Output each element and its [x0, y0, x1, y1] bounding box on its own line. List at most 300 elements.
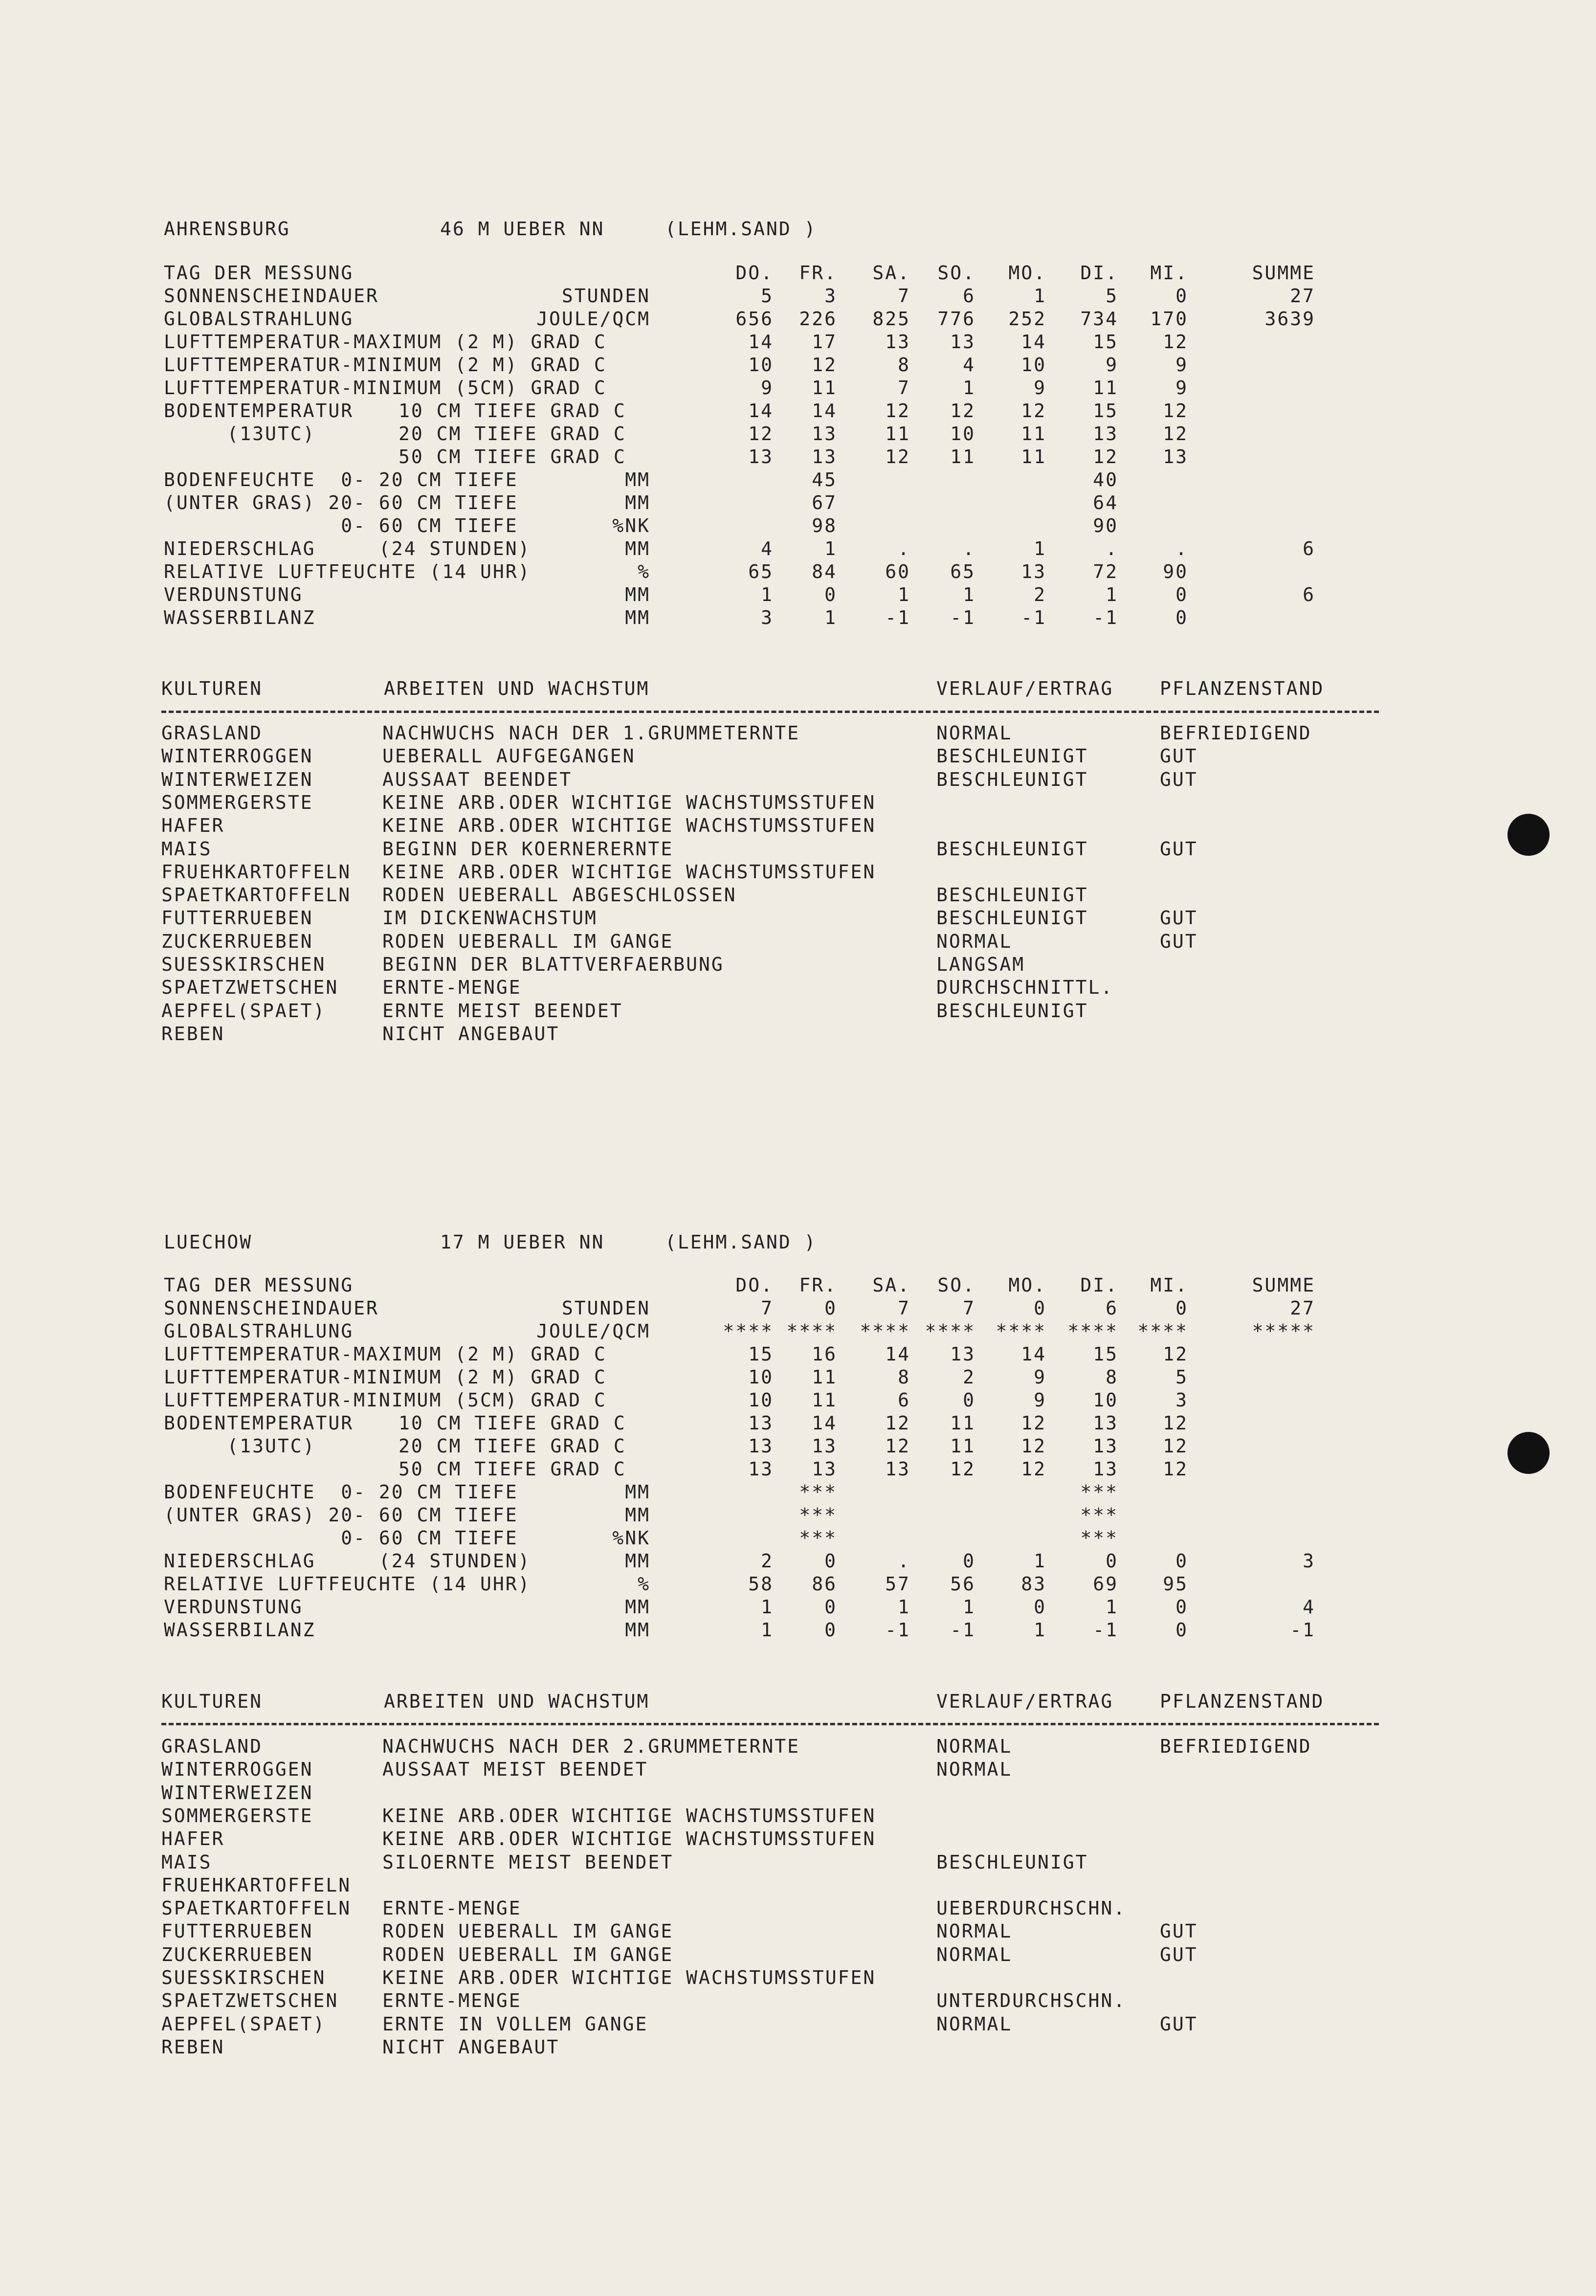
crop-row: [0, 1022, 1596, 1046]
weather-unit: MM: [625, 469, 650, 490]
weather-sum: -1: [1290, 1619, 1315, 1641]
weather-value: 12: [885, 1412, 910, 1434]
crop-work: AUSSAAT MEIST BEENDET: [382, 1759, 648, 1780]
weather-value: -1: [950, 607, 975, 628]
weather-unit: MM: [625, 1481, 650, 1503]
weather-row: [0, 1434, 1596, 1458]
crop-row: [0, 2035, 1596, 2059]
crop-row: [0, 930, 1596, 953]
crop-header-pflanzenstand: PFLANZENSTAND: [1160, 1691, 1325, 1712]
crop-name: HAFER: [161, 1828, 225, 1850]
weather-label: BODENTEMPERATUR: [164, 400, 354, 422]
crop-course: NORMAL: [936, 931, 1013, 952]
crop-name: MAIS: [161, 838, 212, 860]
weather-value: 60: [885, 561, 910, 582]
weather-sum: 27: [1290, 285, 1315, 307]
station-soil: (LEHM.SAND ): [665, 1231, 817, 1253]
weather-value: 11: [1021, 423, 1046, 445]
weather-value: 98: [812, 515, 837, 536]
weather-row: [0, 307, 1596, 331]
weather-value: 14: [1021, 1343, 1046, 1365]
weather-value: 13: [1021, 561, 1046, 582]
weather-value: 1: [1106, 584, 1118, 605]
weather-value: 13: [950, 331, 975, 353]
crop-work: KEINE ARB.ODER WICHTIGE WACHSTUMSSTUFEN: [382, 815, 876, 836]
crop-name: SPAETKARTOFFELN: [161, 1897, 352, 1919]
weather-row: [0, 606, 1596, 629]
crop-header-kulturen: KULTUREN: [161, 1691, 263, 1712]
crop-name: FRUEHKARTOFFELN: [161, 1874, 352, 1896]
weather-label: LUFTTEMPERATUR-MAXIMUM (2 M) GRAD C: [164, 331, 607, 353]
station-name: AHRENSBURG: [164, 218, 290, 240]
weather-value: 11: [1021, 446, 1046, 468]
weather-value: 10: [1093, 1389, 1118, 1411]
crop-state: GUT: [1160, 745, 1198, 767]
weather-label: TAG DER MESSUNG: [164, 1274, 354, 1296]
weather-value: 1: [898, 1596, 910, 1618]
crop-name: AEPFEL(SPAET): [161, 1000, 326, 1022]
weather-value: 1: [761, 1619, 774, 1641]
crop-row: [0, 768, 1596, 791]
weather-unit: MM: [625, 1550, 650, 1572]
crop-course: NORMAL: [936, 1920, 1013, 1942]
crop-row: [0, 1896, 1596, 1920]
weather-unit: STUNDEN: [561, 285, 650, 307]
weather-value: 0: [824, 584, 837, 605]
weather-value: 1: [1034, 285, 1046, 307]
weather-value: 9: [1034, 377, 1046, 399]
weather-value: 13: [1093, 423, 1118, 445]
weather-value: 12: [748, 423, 774, 445]
crop-name: MAIS: [161, 1851, 212, 1873]
weather-value: 0: [1034, 1297, 1046, 1319]
crop-header-arbeiten: ARBEITEN UND WACHSTUM: [384, 1691, 650, 1712]
weather-value: 1: [1034, 1550, 1046, 1572]
weather-label: SONNENSCHEINDAUER: [164, 285, 379, 307]
weather-value: FR.: [799, 262, 837, 284]
weather-value: 4: [963, 354, 975, 376]
crop-course: UNTERDURCHSCHN.: [936, 1990, 1127, 2011]
weather-value: 12: [1021, 1458, 1046, 1480]
weather-label: GLOBALSTRAHLUNG: [164, 308, 354, 330]
weather-value: 72: [1093, 561, 1118, 582]
weather-row: [0, 330, 1596, 354]
weather-label: BODENFEUCHTE 0- 20 CM TIEFE: [164, 469, 518, 490]
crop-name: GRASLAND: [161, 722, 263, 744]
weather-value: 12: [950, 400, 975, 422]
crop-row: [0, 1827, 1596, 1850]
crop-name: REBEN: [161, 1023, 225, 1045]
weather-sublabel: 50 CM TIEFE GRAD C: [399, 1458, 626, 1480]
crop-state: GUT: [1160, 769, 1198, 790]
weather-value: 6: [963, 285, 975, 307]
weather-value: DO.: [735, 1274, 774, 1296]
crop-row: [0, 1735, 1596, 1758]
weather-value: 1: [824, 607, 837, 628]
weather-value: ***: [799, 1481, 837, 1503]
crop-work: NACHWUCHS NACH DER 1.GRUMMETERNTE: [382, 722, 800, 744]
weather-row: [0, 491, 1596, 514]
weather-value: 57: [885, 1573, 910, 1595]
weather-value: ***: [1080, 1527, 1118, 1549]
weather-value: 0: [1034, 1596, 1046, 1618]
weather-value: 0: [824, 1550, 837, 1572]
weather-value: 13: [812, 1458, 837, 1480]
weather-sublabel: 10 CM TIEFE GRAD C: [399, 400, 626, 422]
crop-row: [0, 1919, 1596, 1943]
weather-value: 13: [812, 423, 837, 445]
weather-label: (13UTC): [164, 1435, 316, 1457]
weather-value: 0: [1175, 607, 1188, 628]
weather-value: 0: [1175, 1596, 1188, 1618]
crop-row: [0, 1804, 1596, 1828]
crop-row: [0, 791, 1596, 814]
weather-value: 11: [950, 446, 975, 468]
crop-work: KEINE ARB.ODER WICHTIGE WACHSTUMSSTUFEN: [382, 861, 876, 883]
weather-sum: 3: [1303, 1550, 1315, 1572]
weather-label: RELATIVE LUFTFEUCHTE (14 UHR): [164, 561, 531, 582]
weather-label: LUFTTEMPERATUR-MINIMUM (2 M) GRAD C: [164, 1366, 607, 1388]
weather-value: .: [963, 538, 975, 559]
crop-name: SOMMERGERSTE: [161, 1805, 313, 1827]
weather-value: 0: [1106, 1550, 1118, 1572]
weather-label: BODENFEUCHTE 0- 20 CM TIEFE: [164, 1481, 518, 1503]
weather-value: 13: [812, 1435, 837, 1457]
weather-row: [0, 583, 1596, 606]
crop-name: FRUEHKARTOFFELN: [161, 861, 352, 883]
weather-value: 56: [950, 1573, 975, 1595]
weather-value: SO.: [937, 1274, 975, 1296]
weather-value: SA.: [872, 1274, 910, 1296]
weather-unit: MM: [625, 1596, 650, 1618]
weather-value: 9: [1106, 354, 1118, 376]
weather-label: (13UTC): [164, 423, 316, 445]
weather-unit: MM: [625, 584, 650, 605]
weather-value: 5: [761, 285, 774, 307]
weather-value: 14: [812, 400, 837, 422]
weather-value: 9: [761, 377, 774, 399]
weather-label: WASSERBILANZ: [164, 607, 316, 628]
weather-value: 90: [1163, 561, 1188, 582]
weather-row: [0, 468, 1596, 491]
weather-value: 13: [748, 1435, 774, 1457]
weather-value: 12: [885, 446, 910, 468]
crop-work: BEGINN DER BLATTVERFAERBUNG: [382, 954, 724, 975]
weather-row: [0, 1296, 1596, 1320]
weather-value: 6: [1106, 1297, 1118, 1319]
weather-value: -1: [885, 607, 910, 628]
weather-value: MI.: [1150, 1274, 1188, 1296]
weather-value: 65: [748, 561, 774, 582]
weather-sum: *****: [1252, 1320, 1315, 1342]
weather-value: 7: [761, 1297, 774, 1319]
weather-value: .: [1106, 538, 1118, 559]
weather-value: ***: [799, 1527, 837, 1549]
weather-value: 1: [761, 584, 774, 605]
crop-row: [0, 999, 1596, 1023]
weather-value: .: [1175, 538, 1188, 559]
weather-unit: STUNDEN: [561, 1297, 650, 1319]
crop-work: SILOERNTE MEIST BEENDET: [382, 1851, 674, 1873]
crop-work: ERNTE-MENGE: [382, 977, 522, 998]
crop-state: GUT: [1160, 1944, 1198, 1965]
weather-value: -1: [1093, 607, 1118, 628]
crop-course: NORMAL: [936, 1759, 1013, 1780]
weather-value: 58: [748, 1573, 774, 1595]
weather-unit: JOULE/QCM: [536, 308, 650, 330]
weather-sublabel: 50 CM TIEFE GRAD C: [399, 446, 626, 468]
crop-course: NORMAL: [936, 722, 1013, 744]
weather-value: 8: [1106, 1366, 1118, 1388]
weather-row: [0, 1411, 1596, 1435]
weather-unit: %: [638, 561, 650, 582]
crop-course: NORMAL: [936, 2013, 1013, 2035]
weather-value: 13: [748, 446, 774, 468]
weather-value: -1: [885, 1619, 910, 1641]
crop-name: SPAETZWETSCHEN: [161, 977, 339, 998]
weather-value: 10: [748, 354, 774, 376]
weather-value: 13: [1163, 446, 1188, 468]
weather-value: 12: [1163, 423, 1188, 445]
weather-value: 776: [937, 308, 975, 330]
weather-value: -1: [950, 1619, 975, 1641]
weather-value: 13: [812, 446, 837, 468]
weather-row: [0, 537, 1596, 560]
weather-value: ***: [799, 1504, 837, 1526]
weather-label: NIEDERSCHLAG (24 STUNDEN): [164, 1550, 531, 1572]
weather-value: 13: [950, 1343, 975, 1365]
weather-value: 45: [812, 469, 837, 490]
crop-state: GUT: [1160, 1920, 1198, 1942]
weather-row: [0, 1273, 1596, 1297]
weather-value: ****: [860, 1320, 910, 1342]
weather-sum: SUMME: [1252, 262, 1315, 284]
crop-work: NICHT ANGEBAUT: [382, 1023, 560, 1045]
crop-work: RODEN UEBERALL IM GANGE: [382, 1920, 674, 1942]
weather-row: [0, 261, 1596, 285]
weather-row: [0, 1595, 1596, 1619]
weather-value: 14: [748, 400, 774, 422]
weather-value: 0: [963, 1389, 975, 1411]
weather-value: 11: [885, 423, 910, 445]
weather-value: 67: [812, 492, 837, 513]
weather-value: 13: [1093, 1458, 1118, 1480]
weather-value: 13: [1093, 1435, 1118, 1457]
weather-value: 7: [963, 1297, 975, 1319]
weather-value: 15: [1093, 1343, 1118, 1365]
crop-work: ERNTE-MENGE: [382, 1897, 522, 1919]
weather-value: 1: [1034, 538, 1046, 559]
weather-value: 9: [1034, 1366, 1046, 1388]
weather-label: VERDUNSTUNG: [164, 584, 303, 605]
weather-sum: 6: [1303, 538, 1315, 559]
crop-row: [0, 1781, 1596, 1805]
weather-value: 0: [1175, 285, 1188, 307]
weather-value: 64: [1093, 492, 1118, 513]
crop-work: ERNTE MEIST BEENDET: [382, 1000, 623, 1022]
crop-row: [0, 814, 1596, 837]
weather-unit: MM: [625, 607, 650, 628]
crop-name: ZUCKERRUEBEN: [161, 1944, 313, 1965]
weather-label: RELATIVE LUFTFEUCHTE (14 UHR): [164, 1573, 531, 1595]
crop-course: BESCHLEUNIGT: [936, 1000, 1088, 1022]
weather-label: GLOBALSTRAHLUNG: [164, 1320, 354, 1342]
weather-value: 83: [1021, 1573, 1046, 1595]
weather-value: 2: [761, 1550, 774, 1572]
weather-row: [0, 1526, 1596, 1550]
crop-name: SUESSKIRSCHEN: [161, 1967, 326, 1988]
weather-value: 9: [1175, 377, 1188, 399]
crop-name: SUESSKIRSCHEN: [161, 954, 326, 975]
weather-unit: MM: [625, 1504, 650, 1526]
weather-value: 1: [824, 538, 837, 559]
weather-value: 3: [761, 607, 774, 628]
crop-table-header: [0, 1690, 1596, 1713]
crop-name: WINTERWEIZEN: [161, 769, 313, 790]
weather-value: 65: [950, 561, 975, 582]
crop-name: FUTTERRUEBEN: [161, 907, 313, 929]
weather-row: [0, 1480, 1596, 1504]
crop-work: IM DICKENWACHSTUM: [382, 907, 598, 929]
weather-sublabel: 20 CM TIEFE GRAD C: [399, 1435, 626, 1457]
weather-value: 9: [1034, 1389, 1046, 1411]
weather-label: LUFTTEMPERATUR-MINIMUM (5CM) GRAD C: [164, 377, 607, 399]
weather-value: 226: [799, 308, 837, 330]
weather-value: 12: [1021, 1435, 1046, 1457]
crop-header-verlauf: VERLAUF/ERTRAG: [936, 1691, 1114, 1712]
weather-value: 95: [1163, 1573, 1188, 1595]
crop-work: KEINE ARB.ODER WICHTIGE WACHSTUMSSTUFEN: [382, 792, 876, 813]
weather-value: 9: [1175, 354, 1188, 376]
weather-value: 12: [950, 1458, 975, 1480]
weather-value: -1: [1093, 1619, 1118, 1641]
weather-value: 5: [1175, 1366, 1188, 1388]
weather-value: -1: [1021, 607, 1046, 628]
weather-value: 14: [812, 1412, 837, 1434]
crop-state: BEFRIEDIGEND: [1160, 722, 1312, 744]
weather-value: 825: [872, 308, 910, 330]
crop-name: SOMMERGERSTE: [161, 792, 313, 813]
weather-value: 0: [1175, 1550, 1188, 1572]
weather-value: 14: [885, 1343, 910, 1365]
weather-row: [0, 1572, 1596, 1596]
weather-value: 40: [1093, 469, 1118, 490]
weather-value: 12: [812, 354, 837, 376]
weather-value: 16: [812, 1343, 837, 1365]
crop-work: KEINE ARB.ODER WICHTIGE WACHSTUMSSTUFEN: [382, 1828, 876, 1850]
crop-name: WINTERROGGEN: [161, 1759, 313, 1780]
weather-value: 2: [963, 1366, 975, 1388]
weather-value: DI.: [1080, 262, 1118, 284]
weather-row: [0, 514, 1596, 537]
weather-value: 1: [1106, 1596, 1118, 1618]
weather-value: 10: [950, 423, 975, 445]
weather-value: MO.: [1008, 1274, 1046, 1296]
weather-value: 8: [898, 1366, 910, 1388]
weather-value: ****: [1067, 1320, 1118, 1342]
weather-label: (UNTER GRAS) 20- 60 CM TIEFE: [164, 1504, 518, 1526]
weather-value: 0: [1175, 1297, 1188, 1319]
crop-name: SPAETKARTOFFELN: [161, 884, 352, 906]
crop-work: RODEN UEBERALL IM GANGE: [382, 1944, 674, 1965]
weather-row: [0, 353, 1596, 377]
weather-value: 12: [1021, 1412, 1046, 1434]
weather-value: ****: [925, 1320, 975, 1342]
station-title-line: [0, 1230, 1596, 1254]
weather-row: [0, 1549, 1596, 1573]
weather-value: 12: [1163, 1412, 1188, 1434]
crop-row: [0, 837, 1596, 861]
weather-row: [0, 1457, 1596, 1481]
weather-value: 10: [748, 1366, 774, 1388]
crop-state: GUT: [1160, 2013, 1198, 2035]
crop-work: KEINE ARB.ODER WICHTIGE WACHSTUMSSTUFEN: [382, 1967, 876, 1988]
weather-value: 0: [963, 1550, 975, 1572]
crop-work: UEBERALL AUFGEGANGEN: [382, 745, 636, 767]
weather-value: 12: [1093, 446, 1118, 468]
crop-name: GRASLAND: [161, 1736, 263, 1757]
weather-row: [0, 445, 1596, 468]
weather-value: 170: [1150, 308, 1188, 330]
weather-value: 12: [885, 1435, 910, 1457]
crop-name: FUTTERRUEBEN: [161, 1920, 313, 1942]
crop-work: AUSSAAT BEENDET: [382, 769, 573, 790]
crop-course: DURCHSCHNITTL.: [936, 977, 1114, 998]
weather-value: DO.: [735, 262, 774, 284]
weather-value: 6: [898, 1389, 910, 1411]
weather-value: 90: [1093, 515, 1118, 536]
weather-value: .: [898, 1550, 910, 1572]
weather-value: 2: [1034, 584, 1046, 605]
crop-row: [0, 953, 1596, 976]
weather-row: [0, 560, 1596, 583]
weather-row: [0, 284, 1596, 308]
weather-value: 1: [1034, 1619, 1046, 1641]
crop-state: GUT: [1160, 838, 1198, 860]
weather-value: 13: [748, 1458, 774, 1480]
station-altitude: 17 M UEBER NN: [440, 1231, 605, 1253]
crop-work: NICHT ANGEBAUT: [382, 2036, 560, 2058]
weather-row: [0, 376, 1596, 400]
crop-row: [0, 1943, 1596, 1966]
weather-value: 1: [963, 584, 975, 605]
weather-value: MI.: [1150, 262, 1188, 284]
station-soil: (LEHM.SAND ): [665, 218, 817, 240]
weather-value: .: [898, 538, 910, 559]
crop-course: UEBERDURCHSCHN.: [936, 1897, 1127, 1919]
weather-unit: JOULE/QCM: [536, 1320, 650, 1342]
weather-value: ****: [1137, 1320, 1188, 1342]
weather-value: 11: [950, 1435, 975, 1457]
weather-value: 15: [1093, 331, 1118, 353]
weather-value: 84: [812, 561, 837, 582]
weather-value: ****: [996, 1320, 1046, 1342]
divider: [161, 1723, 1379, 1725]
weather-unit: MM: [625, 1619, 650, 1641]
weather-row: [0, 1388, 1596, 1412]
crop-work: KEINE ARB.ODER WICHTIGE WACHSTUMSSTUFEN: [382, 1805, 876, 1827]
weather-value: 15: [1093, 400, 1118, 422]
weather-value: 11: [950, 1412, 975, 1434]
weather-value: 4: [761, 538, 774, 559]
weather-label: LUFTTEMPERATUR-MAXIMUM (2 M) GRAD C: [164, 1343, 607, 1365]
weather-value: 7: [898, 1297, 910, 1319]
crop-row: [0, 860, 1596, 884]
weather-label: BODENTEMPERATUR: [164, 1412, 354, 1434]
weather-label: WASSERBILANZ: [164, 1619, 316, 1641]
weather-label: LUFTTEMPERATUR-MINIMUM (2 M) GRAD C: [164, 354, 607, 376]
weather-value: 734: [1080, 308, 1118, 330]
